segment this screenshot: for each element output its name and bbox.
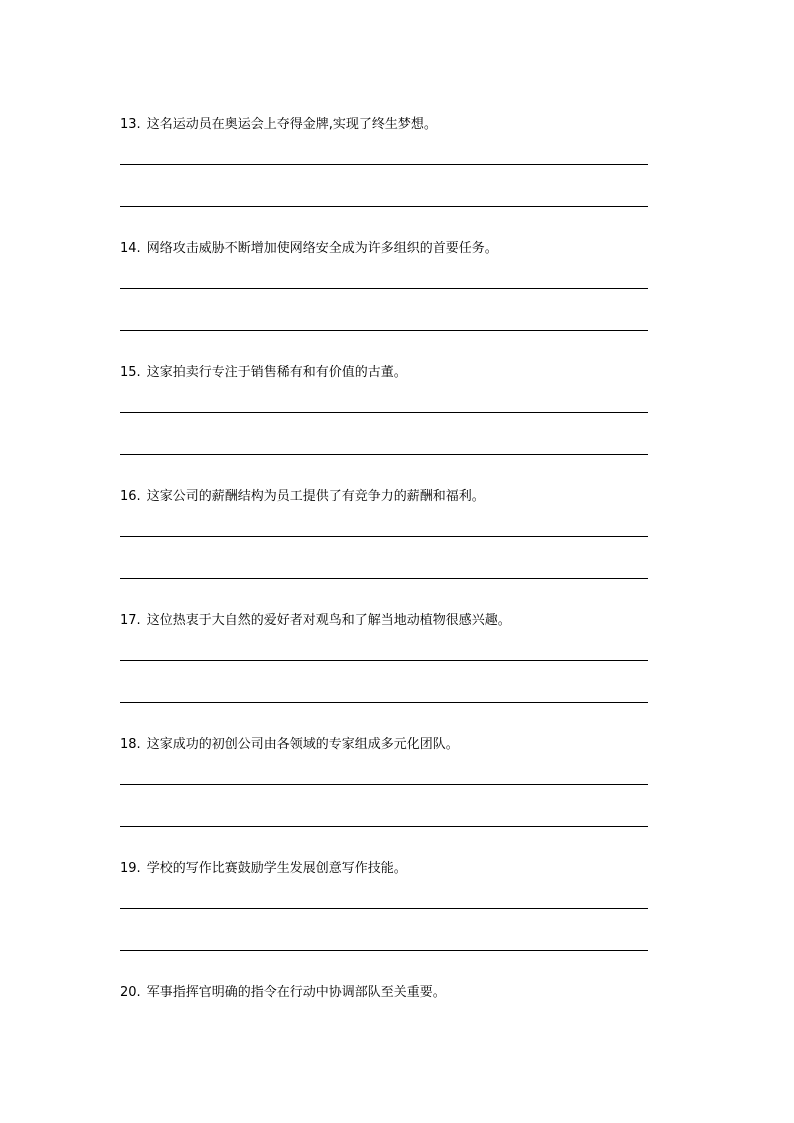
answer-line[interactable] — [120, 950, 648, 951]
answer-line[interactable] — [120, 288, 648, 289]
question-20 — [120, 984, 648, 1014]
answer-line[interactable] — [120, 164, 648, 165]
question-sentence: 这名运动员在奥运会上夺得金牌,实现了终生梦想。 — [146, 117, 437, 132]
question-number: 15. — [120, 365, 141, 380]
question-number: 19. — [120, 861, 141, 876]
question-text-line — [120, 240, 498, 258]
question-sentence: 这家成功的初创公司由各领域的专家组成多元化团队。 — [146, 737, 459, 752]
answer-line[interactable] — [120, 660, 648, 661]
answer-line[interactable] — [120, 412, 648, 413]
answer-line[interactable] — [120, 206, 648, 207]
question-number: 13. — [120, 117, 141, 132]
question-text-line — [120, 364, 407, 382]
question-text-line — [120, 984, 446, 1002]
question-13 — [120, 116, 648, 240]
question-number: 16. — [120, 489, 141, 504]
question-19 — [120, 860, 648, 984]
answer-line[interactable] — [120, 908, 648, 909]
question-16 — [120, 488, 648, 612]
question-text-line — [120, 488, 485, 506]
question-number: 14. — [120, 241, 141, 256]
question-number: 17. — [120, 613, 141, 628]
answer-line[interactable] — [120, 578, 648, 579]
answer-line[interactable] — [120, 330, 648, 331]
question-sentence: 这家拍卖行专注于销售稀有和有价值的古董。 — [146, 365, 407, 380]
question-18 — [120, 736, 648, 860]
question-sentence: 网络攻击威胁不断增加使网络安全成为许多组织的首要任务。 — [146, 241, 498, 256]
question-number: 20. — [120, 985, 141, 1000]
question-sentence: 军事指挥官明确的指令在行动中协调部队至关重要。 — [146, 985, 446, 1000]
answer-line[interactable] — [120, 826, 648, 827]
answer-line[interactable] — [120, 702, 648, 703]
question-15 — [120, 364, 648, 488]
question-17 — [120, 612, 648, 736]
question-sentence: 这家公司的薪酬结构为员工提供了有竞争力的薪酬和福利。 — [146, 489, 485, 504]
question-text-line — [120, 736, 459, 754]
answer-line[interactable] — [120, 784, 648, 785]
question-text-line — [120, 612, 511, 630]
answer-line[interactable] — [120, 536, 648, 537]
question-sentence: 这位热衷于大自然的爱好者对观鸟和了解当地动植物很感兴趣。 — [146, 613, 511, 628]
question-sentence: 学校的写作比赛鼓励学生发展创意写作技能。 — [146, 861, 407, 876]
question-number: 18. — [120, 737, 141, 752]
question-text-line — [120, 860, 407, 878]
answer-line[interactable] — [120, 454, 648, 455]
question-text-line — [120, 116, 437, 134]
question-14 — [120, 240, 648, 364]
